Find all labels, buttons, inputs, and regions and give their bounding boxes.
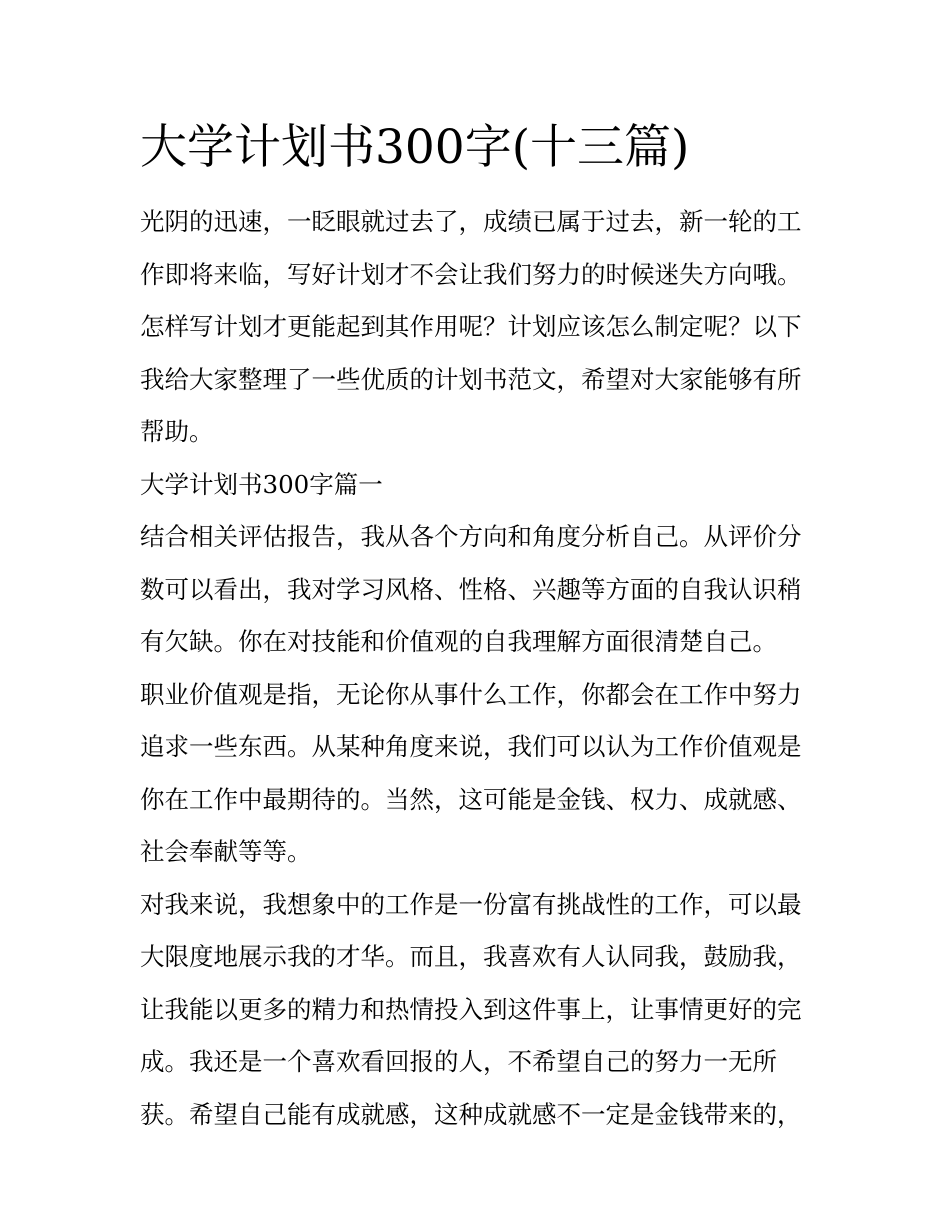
paragraph-line: 成。我还是一个喜欢看回报的人，不希望自己的努力一无所 [140,1047,777,1076]
paragraph-line: 对我来说，我想象中的工作是一份富有挑战性的工作，可以最 [140,889,802,919]
document-title: 大学计划书300字(十三篇) [140,120,690,175]
paragraph-line: 社会奉献等等。 [140,837,312,866]
paragraph-line: 大限度地展示我的才华。而且，我喜欢有人认同我，鼓励我， [140,942,802,971]
paragraph-line: 职业价值观是指，无论你从事什么工作，你都会在工作中努力 [140,679,802,709]
paragraph-line: 结合相关评估报告，我从各个方向和角度分析自己。从评价分 [140,522,802,551]
paragraph-line: 你在工作中最期待的。当然，这可能是金钱、权力、成就感、 [140,784,802,814]
paragraph-line: 数可以看出，我对学习风格、性格、兴趣等方面的自我认识稍 [140,574,802,604]
paragraph-line: 光阴的迅速，一眨眼就过去了，成绩已属于过去，新一轮的工 [140,207,802,236]
paragraph-line: 我给大家整理了一些优质的计划书范文，希望对大家能够有所 [140,364,802,394]
section-heading [140,459,820,512]
paragraph-line: 作即将来临，写好计划才不会让我们努力的时候迷失方向哦。 [140,259,802,289]
paragraph-ideal-job [140,879,820,1142]
paragraph-line: 帮助。 [140,417,214,446]
section-heading-line: 大学计划书300字篇一 [140,469,383,499]
paragraph-work-values [140,669,820,879]
paragraph-line: 追求一些东西。从某种角度来说，我们可以认为工作价值观是 [140,732,802,761]
paragraph-line: 让我能以更多的精力和热情投入到这件事上，让事情更好的完 [140,994,802,1024]
paragraph-line: 怎样写计划才更能起到其作用呢？计划应该怎么制定呢？以下 [140,312,802,341]
document-body [140,196,820,1141]
paragraph-intro [140,196,820,459]
paragraph-self-assessment [140,511,820,669]
paragraph-line: 有欠缺。你在对技能和价值观的自我理解方面很清楚自己。 [140,627,777,656]
paragraph-line: 获。希望自己能有成就感，这种成就感不一定是金钱带来的， [140,1099,802,1129]
